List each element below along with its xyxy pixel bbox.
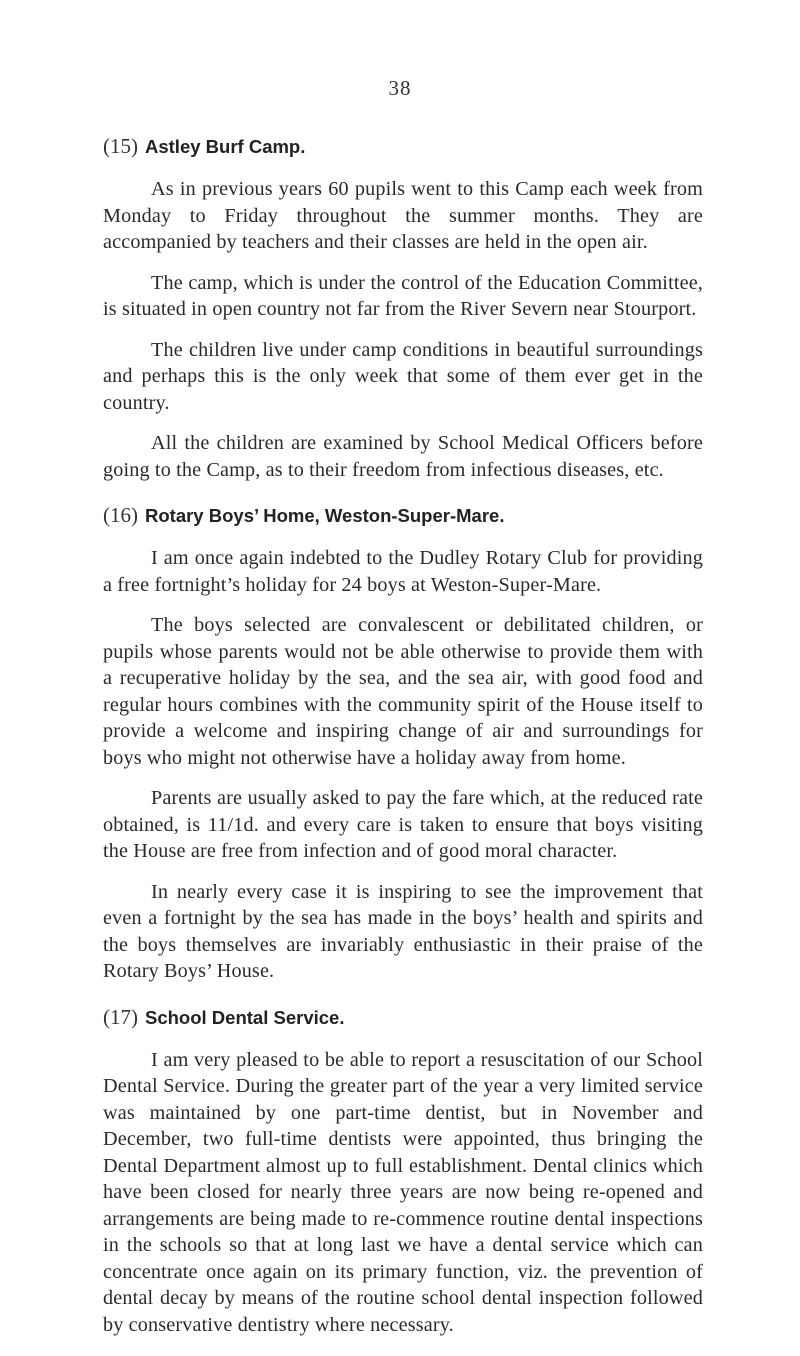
page-content — [103, 132, 703, 1356]
paragraph: Parents are usually asked to pay the fare which, at the reduced rate obtained, is 11/1d. and every care is taken to ensure that boys visiting the House are free from infection and of good moral character. — [103, 787, 703, 862]
paragraph: I am very pleased to be able to report a resuscitation of our School Dental Service. During the greater part of the year a very limited service was maintained by one part-time dentist, but in November and December, two full-time dentists were appointed, thus bringing the Dental Department almost up to full establishment. Dental clinics which have been closed for nearly three years are now being re-opened and arrangements are being made to re-commence routine dental inspections in the schools so that at long last we have a dental service which can concentrate once again on its primary function, viz. the prevention of dental decay by means of the routine school dental inspection followed by conservative dentistry where necessary. — [103, 1048, 703, 1336]
paragraph: The camp, which is under the control of the Education Committee, is situated in open country not far from the River Severn near Stourport. — [103, 271, 703, 320]
section-heading — [103, 132, 703, 161]
section-title: School Dental Service. — [145, 1006, 345, 1028]
section-rotary-boys-home — [103, 501, 703, 985]
paragraph: In nearly every case it is inspiring to see the improvement that even a fortnight by the sea has made in the boys’ health and spirits and the boys themselves are invariably enthusiastic in their praise of the Rotary Boys’ House. — [103, 880, 703, 982]
section-number: (16) — [103, 503, 138, 527]
section-school-dental-service — [103, 1003, 703, 1339]
section-astley-burf-camp — [103, 132, 703, 483]
section-title: Rotary Boys’ Home, Weston-Super-Mare. — [145, 505, 505, 526]
section-heading — [103, 1003, 703, 1032]
paragraph: All the children are examined by School Medical Officers before going to the Camp, as to their freedom from infectious diseases, etc. — [103, 432, 703, 481]
section-heading — [103, 501, 703, 530]
section-number: (15) — [103, 134, 138, 158]
paragraph: I am once again indebted to the Dudley Rotary Club for providing a free fortnight’s holiday for 24 boys at Weston-Super-Mare. — [103, 547, 703, 596]
paragraph: The children live under camp conditions in beautiful surroundings and perhaps this is the only week that some of them ever get in the country. — [103, 338, 703, 414]
section-number: (17) — [103, 1004, 138, 1029]
paragraph: The boys selected are convalescent or debilitated children, or pupils whose parents would not be able otherwise to provide them with a recuperative holiday by the sea, and the sea air, with good food and regular hours combines with the community spirit of the House itself to provide a welcome and inspiring change of air and surroundings for boys who might not otherwise have a holiday away from home. — [103, 614, 703, 769]
section-title: Astley Burf Camp. — [145, 136, 306, 157]
page-number: 38 — [388, 76, 412, 100]
paragraph: As in previous years 60 pupils went to this Camp each week from Monday to Friday throughout the summer months. They are accompanied by teachers and their classes are held in the open air. — [103, 178, 703, 253]
